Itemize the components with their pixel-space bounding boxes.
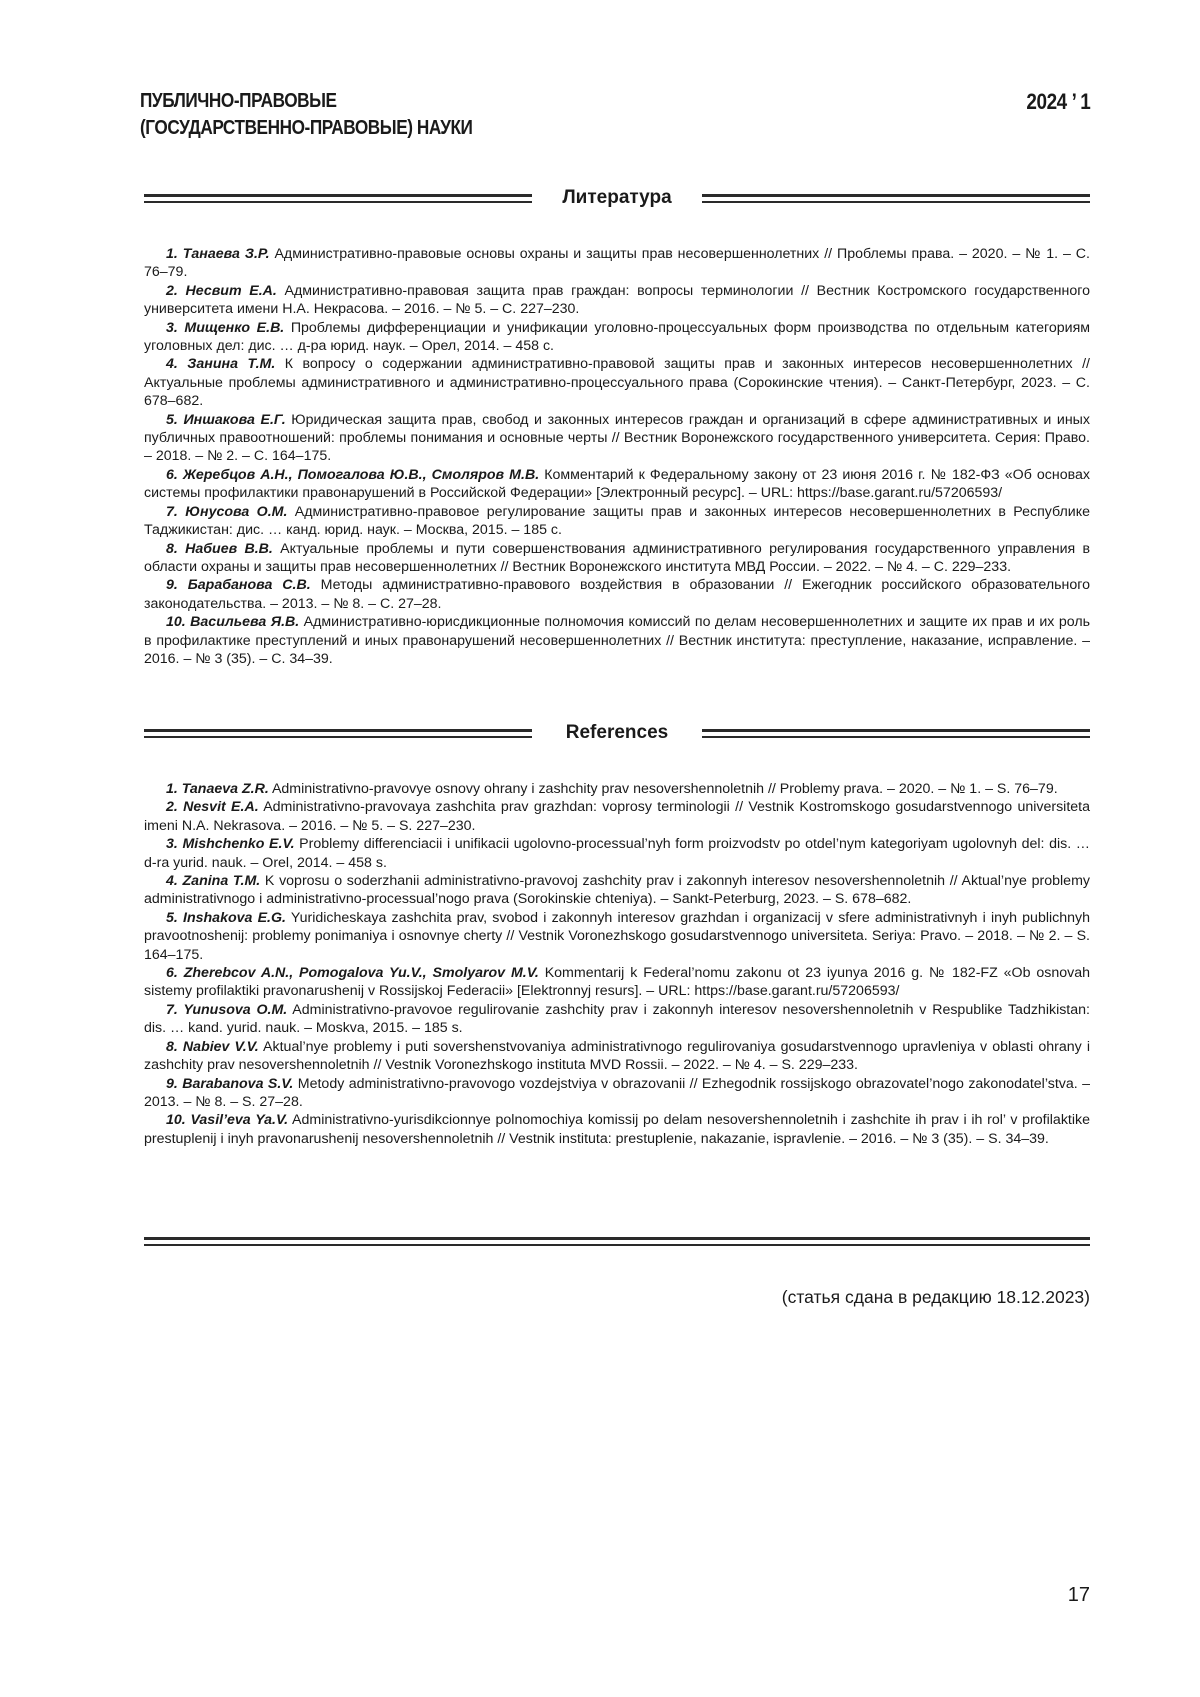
reference-item (144, 503, 1090, 540)
reference-author: 6. Zherebcov A.N., Pomogalova Yu.V., Smolyarov M.V. (166, 965, 539, 982)
reference-author: 8. Nabiev V.V. (166, 1038, 259, 1055)
reference-text: Yuridicheskaya zashchita prav, svobod i zakonnyh interesov grazhdan i organizacij v sfere administrativnyh i inyh publichnyh pravootnoshenij: problemy ponimaniya i osnovnye cherty // Vestnik Voronezhskogo gosudarstvennogo universiteta. Seriya: Pravo. – 2018. – № 2. – S. 164–175. (144, 909, 1090, 963)
literature-title: Литература (562, 187, 672, 208)
reference-item (144, 355, 1090, 410)
issue-number: 2024 ’ 1 (1026, 89, 1090, 114)
reference-author: 3. Mishchenko E.V. (166, 836, 295, 853)
reference-item (144, 872, 1090, 909)
reference-text: Aktual’nye problemy i puti sovershenstvovaniya administrativnogo regulirovaniya gosudarstvennogo upravleniya v oblasti ohrany i zashchity prav nesovershennoletnih // Vestnik Voronezhskogo instituta MVD Rossii. – 2022. – № 4. – S. 229–233. (144, 1038, 1090, 1074)
reference-item (144, 835, 1090, 872)
reference-author: 10. Vasil’eva Ya.V. (166, 1112, 289, 1129)
reference-item (144, 780, 1090, 798)
reference-text: К вопросу о содержании административно-правовой защиты прав и законных интересов несовершеннолетних // Актуальные проблемы административного и административно-процессуального права (Сорокинские чтения). – Санкт-Петербург, 2023. – С. 678–682. (144, 356, 1090, 410)
reference-item (144, 909, 1090, 964)
reference-item (144, 1075, 1090, 1112)
references-list (144, 780, 1090, 1148)
reference-text: Административно-правовые основы охраны и защиты прав несовершеннолетних // Проблемы права. – 2020. – № 1. – С. 76–79. (144, 246, 1090, 281)
reference-item (144, 540, 1090, 577)
reference-text: K voprosu o soderzhanii administrativno-pravovoj zashchity prav i zakonnyh interesov nesovershennoletnih // Aktual’nye problemy administrativnogo i administrativno-processual’nogo prava (Sorokinskie chteniya). – Sankt-Peterburg, 2023. – S. 678–682. (144, 873, 1090, 908)
references-heading (144, 720, 1090, 750)
reference-text: Administrativno-pravovoe regulirovanie zashchity prav i zakonnyh interesov nesovershennoletnih v Respublike Tadzhikistan: dis. … kand. yurid. nauk. – Moskva, 2015. – 185 s. (144, 1001, 1090, 1037)
reference-text: Комментарий к Федеральному закону от 23 июня 2016 г. № 182-ФЗ «Об основах системы профилактики правонарушений в Российской Федерации» [Электронный ресурс]. – URL: https://base.garant.ru/57206593/ (144, 466, 1090, 502)
reference-text: Administrativno-pravovye osnovy ohrany i zashchity prav nesovershennoletnih // Problemy prava. – 2020. – № 1. – S. 76–79. (268, 781, 1058, 797)
reference-text: Методы административно-правового воздействия в образовании // Ежегодник российского образовательного законодательства. – 2013. – № 8. – С. 27–28. (144, 577, 1090, 612)
reference-author: 3. Мищенко Е.В. (166, 319, 285, 336)
reference-author: 4. Занина Т.М. (166, 356, 276, 373)
reference-item (144, 319, 1090, 356)
reference-author: 2. Nesvit E.A. (166, 799, 259, 816)
reference-text: Kommentarij k Federal’nomu zakonu ot 23 iyunya 2016 g. № 182-FZ «Ob osnovah sistemy profilaktiki pravonarushenij v Rossijskoj Federacii» [Elektronnyj resurs]. – URL: https://base.garant.ru/57206593/ (144, 965, 1090, 1000)
running-head-line-2: (ГОСУДАРСТВЕННО-ПРАВОВЫЕ) НАУКИ (140, 117, 473, 139)
reference-author: 7. Yunusova O.M. (166, 1001, 288, 1018)
reference-author: 1. Танаева З.Р. (166, 246, 270, 262)
reference-author: 10. Васильева Я.В. (166, 614, 300, 631)
reference-item (144, 1001, 1090, 1038)
literature-list (144, 245, 1090, 668)
double-rule-right (702, 729, 1090, 738)
reference-item (144, 245, 1090, 282)
reference-author: 8. Набиев В.В. (166, 540, 273, 557)
reference-author: 9. Barabanova S.V. (166, 1075, 294, 1092)
reference-author: 6. Жеребцов А.Н., Помогалова Ю.В., Смоляров М.В. (166, 466, 540, 483)
reference-author: 7. Юнусова О.М. (166, 503, 288, 520)
reference-text: Metody administrativno-pravovogo vozdejstviya v obrazovanii // Ezhegodnik rossijskogo obrazovatel’nogo zakonodatel’stva. – 2013. – № 8. – S. 27–28. (144, 1075, 1090, 1110)
reference-text: Administrativno-yurisdikcionnye polnomochiya komissij po delam nesovershennoletnih i zashchite ih prav i ih rol’ v profilaktike prestuplenij i inyh pravonarushenij nesovershennoletnih // Vestnik instituta: prestuplenie, nakazanie, ispravlenie. – 2016. – № 3 (35). – S. 34–39. (144, 1112, 1090, 1147)
reference-item (144, 411, 1090, 466)
reference-author: 5. Inshakova E.G. (166, 909, 286, 926)
double-rule-right (702, 194, 1090, 203)
reference-text: Юридическая защита прав, свобод и законных интересов граждан и организаций в сфере административных и иных публичных правоотношений: проблемы понимания и основные черты // Вестник Воронежского государственного университета. Серия: Право. – 2018. – № 2. – С. 164–175. (144, 411, 1090, 465)
reference-item (144, 1038, 1090, 1075)
reference-text: Административно-юрисдикционные полномочия комиссий по делам несовершеннолетних и защите их прав и их роль в профилактике преступлений и иных правонарушений несовершеннолетних // Вестник института: преступление, наказание, исправление. – 2016. – № 3 (35). – С. 34–39. (144, 614, 1090, 667)
reference-text: Актуальные проблемы и пути совершенствования административного регулирования государственного управления в области охраны и защиты прав несовершеннолетних // Вестник Воронежского института МВД России. – 2022. – № 4. – С. 229–233. (144, 540, 1091, 575)
running-head-line-1: ПУБЛИЧНО-ПРАВОВЫЕ (140, 90, 337, 112)
reference-author: 1. Tanaeva Z.R. (166, 781, 269, 797)
reference-item (144, 964, 1090, 1001)
reference-item (144, 576, 1090, 613)
reference-text: Administrativno-pravovaya zashchita prav grazhdan: voprosy terminologii // Vestnik Kostromskogo gosudarstvennogo universiteta imeni N.A. Nekrasova. – 2016. – № 5. – S. 227–230. (144, 799, 1090, 834)
reference-item (144, 466, 1090, 503)
closing-double-rule (144, 1237, 1090, 1246)
running-head (140, 88, 472, 142)
reference-item (144, 282, 1090, 319)
literature-heading (144, 185, 1090, 215)
reference-author: 9. Барабанова С.В. (166, 577, 311, 594)
reference-item (144, 798, 1090, 835)
reference-author: 2. Несвит Е.А. (166, 282, 277, 299)
references-title: References (565, 722, 669, 743)
reference-author: 4. Zanina T.M. (166, 873, 261, 890)
reference-text: Проблемы дифференциации и унификации уголовно-процессуальных форм производства по отдельным категориям уголовных дел: дис. … д-ра юрид. наук. – Орел, 2014. – 458 с. (144, 319, 1090, 355)
reference-text: Административно-правовое регулирование защиты прав и законных интересов несовершеннолетних в Республике Таджикистан: дис. … канд. юрид. наук. – Москва, 2015. – 185 с. (144, 503, 1090, 539)
reference-author: 5. Иншакова Е.Г. (166, 411, 286, 428)
page-number: 17 (1067, 1584, 1090, 1606)
reference-item (144, 1111, 1090, 1148)
submission-note: (статья сдана в редакцию 18.12.2023) (781, 1287, 1090, 1307)
reference-text: Problemy differenciacii i unifikacii ugolovno-processual’nyh form proizvodstv po otdel’nym kategoriyam ugolovnyh del: dis. … d-ra yurid. nauk. – Orel, 2014. – 458 s. (144, 836, 1090, 871)
reference-item (144, 613, 1090, 668)
reference-text: Административно-правовая защита прав граждан: вопросы терминологии // Вестник Костромского государственного университета имени Н.А. Некрасова. – 2016. – № 5. – С. 227–230. (144, 282, 1090, 318)
